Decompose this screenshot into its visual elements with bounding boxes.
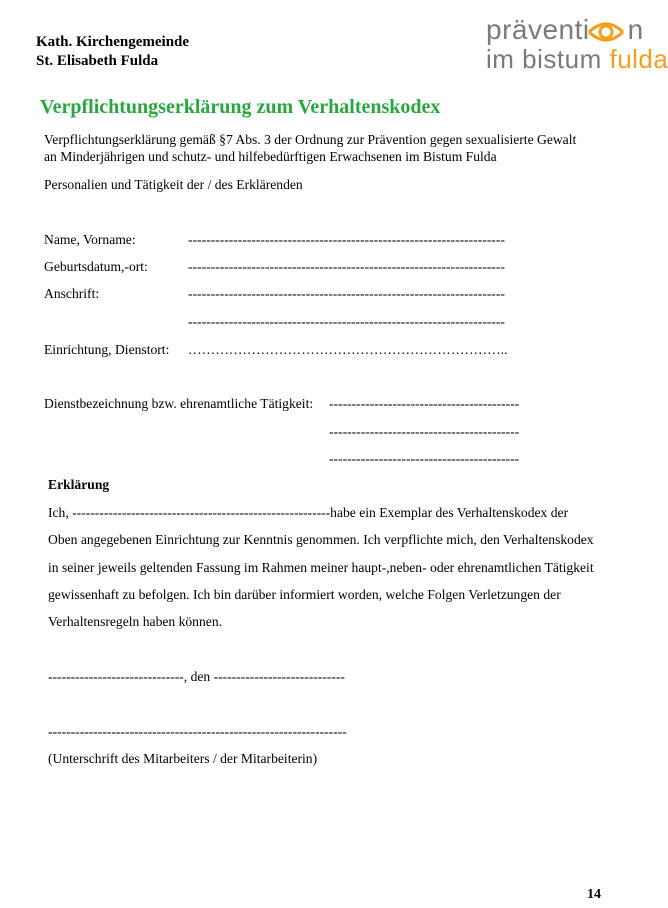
signature-line: ------------------------------------------------------------------	[48, 724, 347, 739]
logo-text-praeventi: präventi	[486, 14, 590, 45]
document-title: Verpflichtungserklärung zum Verhaltenskodex	[40, 96, 441, 118]
institution-label: Einrichtung, Dienstort:	[44, 342, 170, 357]
declaration-heading: Erklärung	[48, 477, 110, 492]
institution-line: ……………………………………………………………..	[188, 342, 508, 357]
declaration-line-1: Ich, ---------------------------------------------------------habe ein Exemplar des Verhaltenskodex der	[48, 505, 569, 520]
job-line-1: ------------------------------------------	[329, 396, 520, 411]
logo-text-n: n	[627, 14, 644, 45]
declaration-line-4: gewissenhaft zu befolgen. Ich bin darüber informiert worden, welche Folgen Verletzungen der	[48, 587, 561, 602]
birth-label: Geburtsdatum,-ort:	[44, 259, 148, 274]
declaration-line-2: Oben angegebenen Einrichtung zur Kenntnis genommen. Ich verpflichte mich, den Verhaltenskodex	[48, 532, 594, 547]
address-line-1: ----------------------------------------------------------------------	[188, 286, 505, 301]
declaration-line-5: Verhaltensregeln haben können.	[48, 614, 223, 629]
declaration-line-3: in seiner jeweils geltenden Fassung im Rahmen meiner haupt-,neben- oder ehrenamtlichen Tätigkeit	[48, 560, 594, 575]
intro-line-2: an Minderjährigen und schutz- und hilfebedürftigen Erwachsenen im Bistum Fulda	[44, 149, 497, 164]
address-label: Anschrift:	[44, 286, 100, 301]
job-line-2: ------------------------------------------	[329, 424, 520, 439]
job-line-3: ------------------------------------------	[329, 451, 520, 466]
logo-text-im-bistum: im bistum	[486, 44, 610, 74]
signature-caption: (Unterschrift des Mitarbeiters / der Mitarbeiterin)	[48, 751, 318, 766]
name-label: Name, Vorname:	[44, 232, 136, 247]
org-name-line1: Kath. Kirchengemeinde	[36, 34, 190, 50]
page-number: 14	[587, 887, 601, 902]
name-line: ----------------------------------------------------------------------	[188, 232, 505, 247]
org-name-line2: St. Elisabeth Fulda	[36, 53, 159, 69]
section-heading-personal: Personalien und Tätigkeit der / des Erklärenden	[44, 177, 303, 192]
job-label: Dienstbezeichnung bzw. ehrenamtliche Tätigkeit:	[44, 396, 314, 411]
logo-text-fulda: fulda	[609, 44, 668, 74]
address-line-2: ----------------------------------------------------------------------	[188, 314, 505, 329]
birth-line: ----------------------------------------------------------------------	[188, 259, 505, 274]
date-place-line: ------------------------------, den -----------------------------	[48, 669, 345, 684]
logo-text-line2	[486, 44, 668, 75]
intro-line-1: Verpflichtungserklärung gemäß §7 Abs. 3 der Ordnung zur Prävention gegen sexualisierte Gewalt	[44, 132, 577, 147]
